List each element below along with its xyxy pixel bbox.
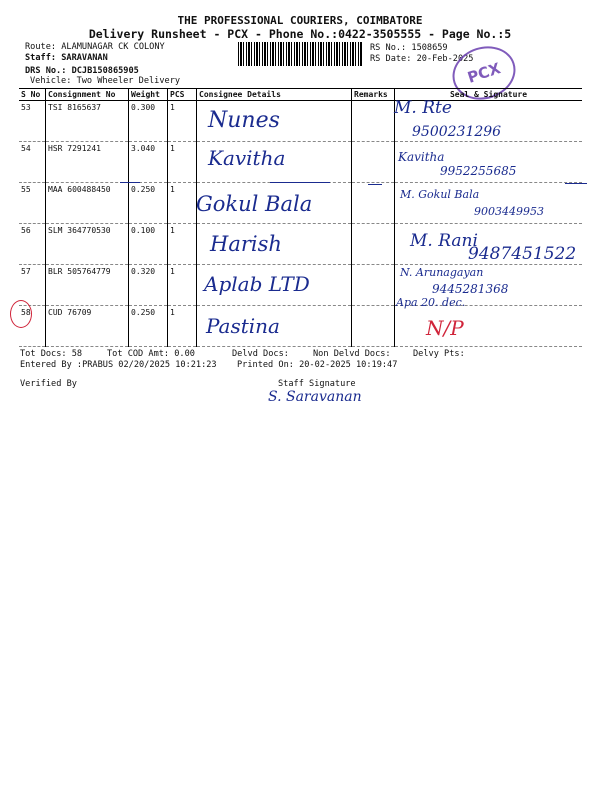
cell-weight: 0.250 [129,183,168,224]
pcx-stamp: PCX [446,38,523,107]
red-np-mark: N/P [426,316,464,340]
pen-stroke [565,183,587,184]
handwritten-signature: M. Rte [394,98,452,118]
cell-weight: 0.320 [129,265,168,306]
table-row [19,306,582,347]
cell-consignment: TSI 8165637 [46,101,129,142]
handwritten-phone: 9952255685 [440,164,517,178]
cell-consignment: CUD 76709 [46,306,129,347]
pen-stroke [120,182,140,183]
cell-pcs: 1 [168,224,197,265]
cell-sno: 58 [19,306,46,347]
tot-docs: Tot Docs: 58 [20,349,83,359]
handwritten-consignee: Nunes [208,108,280,133]
delivered-docs: Delvd Docs: [232,349,289,359]
handwritten-phone: 9003449953 [474,205,544,218]
cell-remarks [352,183,395,224]
printed-on: Printed On: 20-02-2025 10:19:47 [237,360,398,370]
drs-number: DRS No.: DCJB150865905 [25,66,139,76]
col-consignee: Consignee Details [197,89,352,101]
pen-stroke [368,184,382,185]
col-signature: Seal & Signature [395,89,583,101]
cell-remarks [352,224,395,265]
handwritten-phone: 9487451522 [468,244,577,264]
col-pcs: PCS [168,89,197,101]
handwritten-signature: M. Gokul Bala [400,188,480,201]
cell-pcs: 1 [168,183,197,224]
table-header-row [19,89,582,101]
cell-weight: 3.040 [129,142,168,183]
pen-stroke [270,182,330,183]
route-label: Route: ALAMUNAGAR CK COLONY [25,42,165,52]
cell-sno: 53 [19,101,46,142]
cell-remarks [352,101,395,142]
handwritten-phone: 9445281368 [432,282,509,296]
handwritten-consignee: Harish [210,232,282,256]
col-consignment: Consignment No [46,89,129,101]
cell-remarks [352,265,395,306]
delivery-points: Delvy Pts: [413,349,465,359]
cell-consignment: HSR 7291241 [46,142,129,183]
cell-pcs: 1 [168,101,197,142]
handwritten-signature: N. Arunagayan [400,266,484,279]
staff-label: Staff: SARAVANAN [25,53,108,63]
cell-sno: 57 [19,265,46,306]
cell-consignment: SLM 364770530 [46,224,129,265]
cell-signature [395,306,583,347]
barcode [238,42,363,66]
verified-by: Verified By [20,379,77,389]
col-sno: S No [19,89,46,101]
cell-pcs: 1 [168,265,197,306]
tot-cod-amount: Tot COD Amt: 0.00 [107,349,195,359]
handwritten-consignee: Kavitha [208,146,286,170]
cell-weight: 0.100 [129,224,168,265]
handwritten-consignee: Pastina [206,314,280,338]
non-delivered-docs: Non Delvd Docs: [313,349,391,359]
col-weight: Weight [129,89,168,101]
company-title: THE PROFESSIONAL COURIERS, COIMBATORE [177,14,423,27]
handwritten-note: Apa 20. dec. [396,296,466,309]
handwritten-consignee: Aplab LTD [204,272,310,296]
cell-sno: 55 [19,183,46,224]
handwritten-signature: M. Rani [410,231,478,251]
cell-consignment: MAA 600488450 [46,183,129,224]
red-circle-mark [10,300,32,328]
rs-number: RS No.: 1508659 [370,43,448,53]
rs-date: RS Date: 20-Feb-2025 [370,54,474,64]
handwritten-consignee: Gokul Bala [196,192,313,216]
cell-sno: 56 [19,224,46,265]
cell-consignment: BLR 505764779 [46,265,129,306]
handwritten-phone: 9500231296 [412,124,502,140]
cell-pcs: 1 [168,306,197,347]
entered-by: Entered By :PRABUS 02/20/2025 10:21:23 [20,360,217,370]
staff-signature-label: Staff Signature [278,379,356,389]
vehicle-label: Vehicle: Two Wheeler Delivery [30,76,181,86]
staff-signature: S. Saravanan [268,389,362,405]
cell-sno: 54 [19,142,46,183]
col-remarks: Remarks [352,89,395,101]
runsheet-subtitle: Delivery Runsheet - PCX - Phone No.:0422-3505555 - Page No.:5 [88,27,512,41]
cell-pcs: 1 [168,142,197,183]
cell-weight: 0.250 [129,306,168,347]
cell-remarks [352,142,395,183]
handwritten-signature: Kavitha [398,150,445,164]
cell-weight: 0.300 [129,101,168,142]
cell-remarks [352,306,395,347]
